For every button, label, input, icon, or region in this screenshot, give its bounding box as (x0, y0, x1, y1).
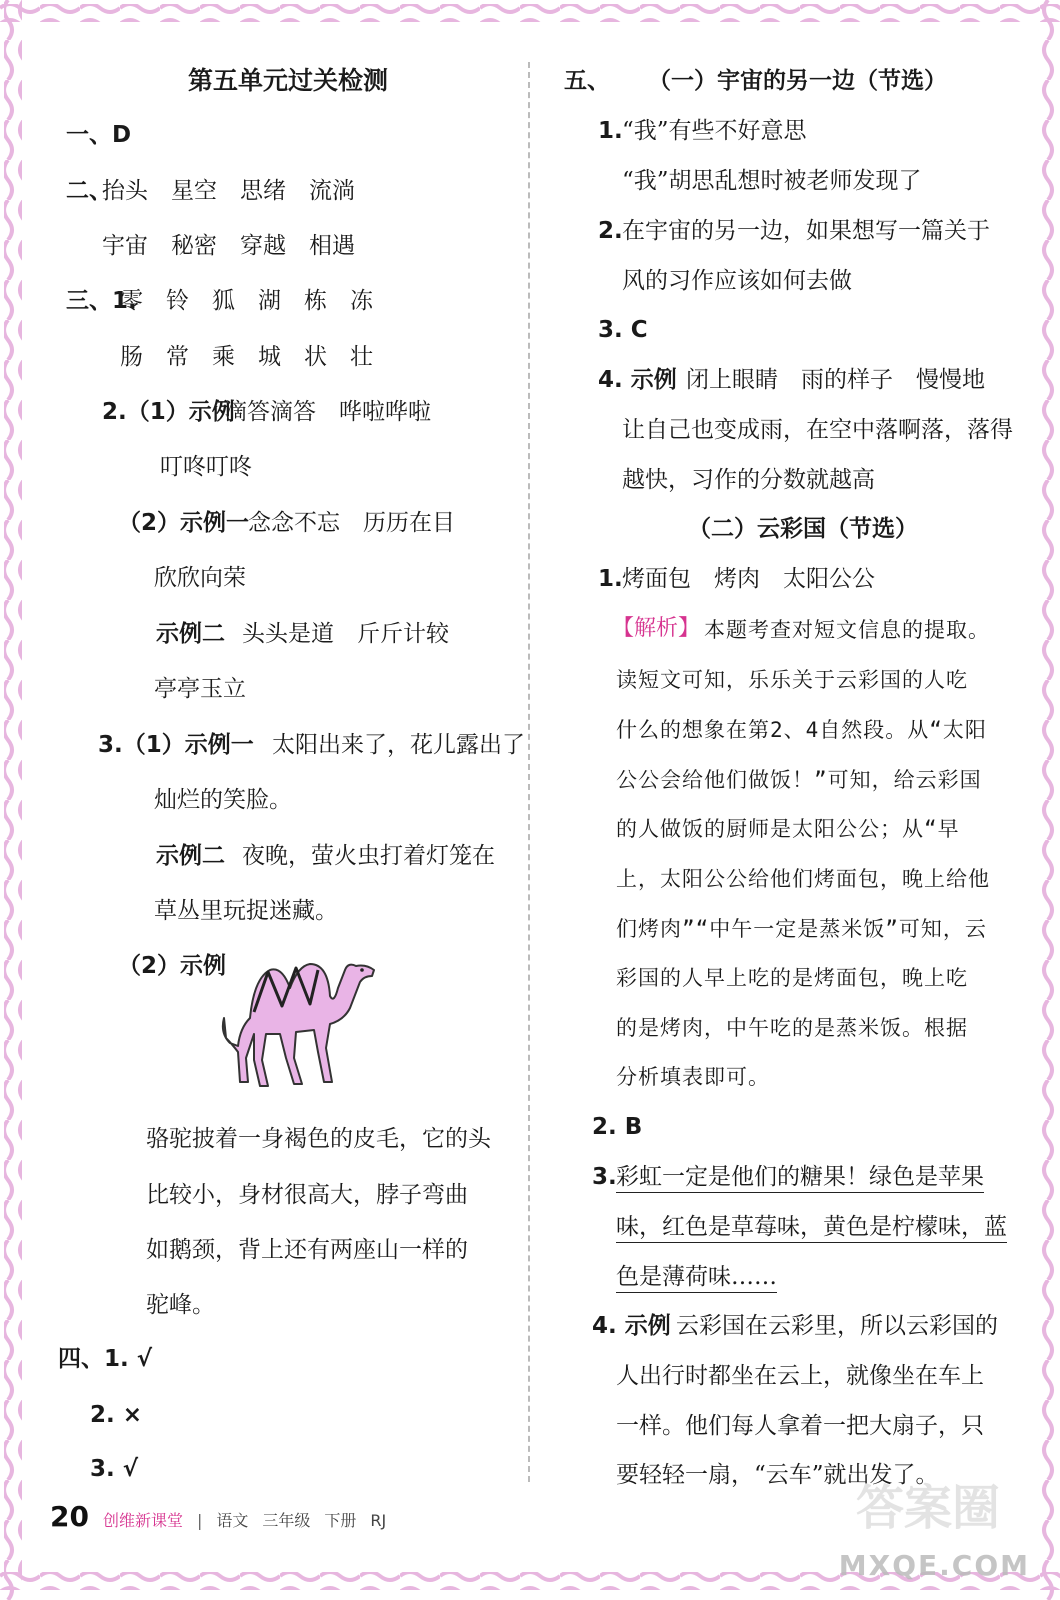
section-3-row2: 肠 常 乘 城 状 壮 (120, 344, 373, 370)
footer-separator: | (196, 1511, 203, 1530)
b4-num: 4. 示例 (592, 1313, 671, 1339)
a4-line3: 越快，习作的分数就越高 (622, 467, 875, 493)
a1-line2: “我”胡思乱想时被老师发现了 (622, 168, 922, 194)
camel-desc-1: 骆驼披着一身褐色的皮毛，它的头 (146, 1126, 491, 1152)
subject: 语文 (216, 1511, 249, 1530)
b4-line2: 人出行时都坐在云上，就像坐在车上 (616, 1363, 984, 1389)
edition: RJ (370, 1511, 387, 1530)
q3-1-ex2-label: 示例二 (156, 843, 225, 869)
section-4-answer-3: 3. √ (90, 1456, 139, 1482)
q3-1-ex2-text2: 草丛里玩捉迷藏。 (154, 898, 338, 924)
passage-2-title: （二）云彩国（节选） (688, 516, 918, 542)
b3-line3: 色是薄荷味…… (616, 1266, 777, 1293)
q2-2-label: （2）示例一 (118, 510, 250, 536)
analysis-line-3: 什么的想象在第2、4自然段。从“太阳 (616, 718, 987, 742)
camel-illustration (210, 948, 390, 1098)
a2-num: 2. (598, 218, 623, 244)
brand-name: 创维新课堂 (102, 1511, 183, 1530)
a1-line1: “我”有些不好意思 (622, 118, 807, 144)
b3-num: 3. (592, 1164, 617, 1190)
a2-line2: 风的习作应该如何去做 (622, 268, 852, 294)
q2-2-ex2-text2: 亭亭玉立 (154, 676, 246, 702)
analysis-line-8: 彩国的人早上吃的是烤面包，晚上吃 (616, 966, 968, 990)
watermark-logo: 答案圈 (855, 1480, 1000, 1536)
q3-2-label: （2）示例 (118, 953, 227, 979)
section-1-answer: 一、D (66, 122, 132, 148)
q3-1-label: 3.（1）示例一 (98, 732, 254, 758)
a1-num: 1. (598, 118, 623, 144)
grade: 三年级 (262, 1511, 311, 1530)
analysis-line-7: 们烤肉”“中午一定是蒸米饭”可知，云 (616, 917, 987, 941)
q2-2-ex2-label: 示例二 (156, 621, 225, 647)
page-footer (50, 1500, 386, 1533)
watermark-url: MXQE.COM (838, 1549, 1030, 1582)
unit-title: 第五单元过关检测 (188, 66, 389, 95)
q3-1-text2: 灿烂的笑脸。 (154, 787, 292, 813)
section-5-label: 五、 (564, 68, 610, 94)
camel-desc-2: 比较小，身材很高大，脖子弯曲 (146, 1182, 468, 1208)
q2-2-text2: 欣欣向荣 (154, 565, 246, 591)
b3-line2: 味，红色是草莓味，黄色是柠檬味，蓝 (616, 1216, 1007, 1243)
b1-text: 烤面包 烤肉 太阳公公 (622, 566, 875, 592)
a4-line1: 闭上眼睛 雨的样子 慢慢地 (686, 367, 985, 393)
page-number: 20 (50, 1500, 89, 1533)
b3-line1: 彩虹一定是他们的糖果！绿色是苹果 (616, 1166, 984, 1193)
analysis-line-6: 上，太阳公公给他们烤面包，晚上给他 (616, 867, 990, 891)
section-4-answer-1: 四、1. √ (58, 1346, 153, 1372)
section-3-label: 三、1. (66, 288, 137, 314)
b1-num: 1. (598, 566, 623, 592)
camel-desc-4: 驼峰。 (146, 1292, 215, 1318)
b4-line4: 要轻轻一扇，“云车”就出发了。 (616, 1462, 939, 1488)
a4-line2: 让自己也变成雨，在空中落啊落，落得 (622, 417, 1013, 443)
term: 下册 (324, 1511, 357, 1530)
section-2-row2: 宇宙 秘密 穿越 相遇 (102, 233, 355, 259)
analysis-line-10: 分析填表即可。 (616, 1065, 770, 1089)
section-3-row1: 零 铃 狐 湖 栋 冻 (120, 288, 373, 314)
a3-answer: 3. C (598, 317, 648, 343)
a4-num: 4. 示例 (598, 367, 677, 393)
section-2-label: 二、 (66, 178, 112, 204)
analysis-line-5: 的人做饭的厨师是太阳公公；从“早 (616, 817, 960, 841)
analysis-line-2: 读短文可知，乐乐关于云彩国的人吃 (616, 668, 968, 692)
q3-1-ex2-text: 夜晚，萤火虫打着灯笼在 (242, 843, 495, 869)
b4-line3: 一样。他们每人拿着一把大扇子，只 (616, 1413, 984, 1439)
analysis-line-4: 公公会给他们做饭！”可知，给云彩国 (616, 768, 982, 792)
b4-line1: 云彩国在云彩里，所以云彩国的 (676, 1313, 998, 1339)
q2-1-label: 2.（1）示例 (102, 399, 235, 425)
q2-2-text: 念念不忘 历历在目 (248, 510, 455, 536)
b2-answer: 2. B (592, 1114, 643, 1140)
q2-1-text2: 叮咚叮咚 (160, 454, 252, 480)
q2-1-text: 滴答滴答 哗啦哗啦 (224, 399, 431, 425)
q3-1-text: 太阳出来了，花儿露出了 (272, 732, 525, 758)
analysis-line-9: 的是烤肉，中午吃的是蒸米饭。根据 (616, 1016, 968, 1040)
a2-line1: 在宇宙的另一边，如果想写一篇关于 (622, 218, 990, 244)
q2-2-ex2-text: 头头是道 斤斤计较 (242, 621, 449, 647)
passage-1-title: （一）宇宙的另一边（节选） (648, 68, 947, 94)
analysis-tag: 【解析】 (612, 616, 701, 641)
section-2-row1: 抬头 星空 思绪 流淌 (102, 178, 355, 204)
camel-desc-3: 如鹅颈，背上还有两座山一样的 (146, 1237, 468, 1263)
analysis-line-1: 本题考查对短文信息的提取。 (704, 618, 990, 642)
section-4-answer-2: 2. × (90, 1402, 143, 1428)
column-divider (528, 62, 530, 1482)
